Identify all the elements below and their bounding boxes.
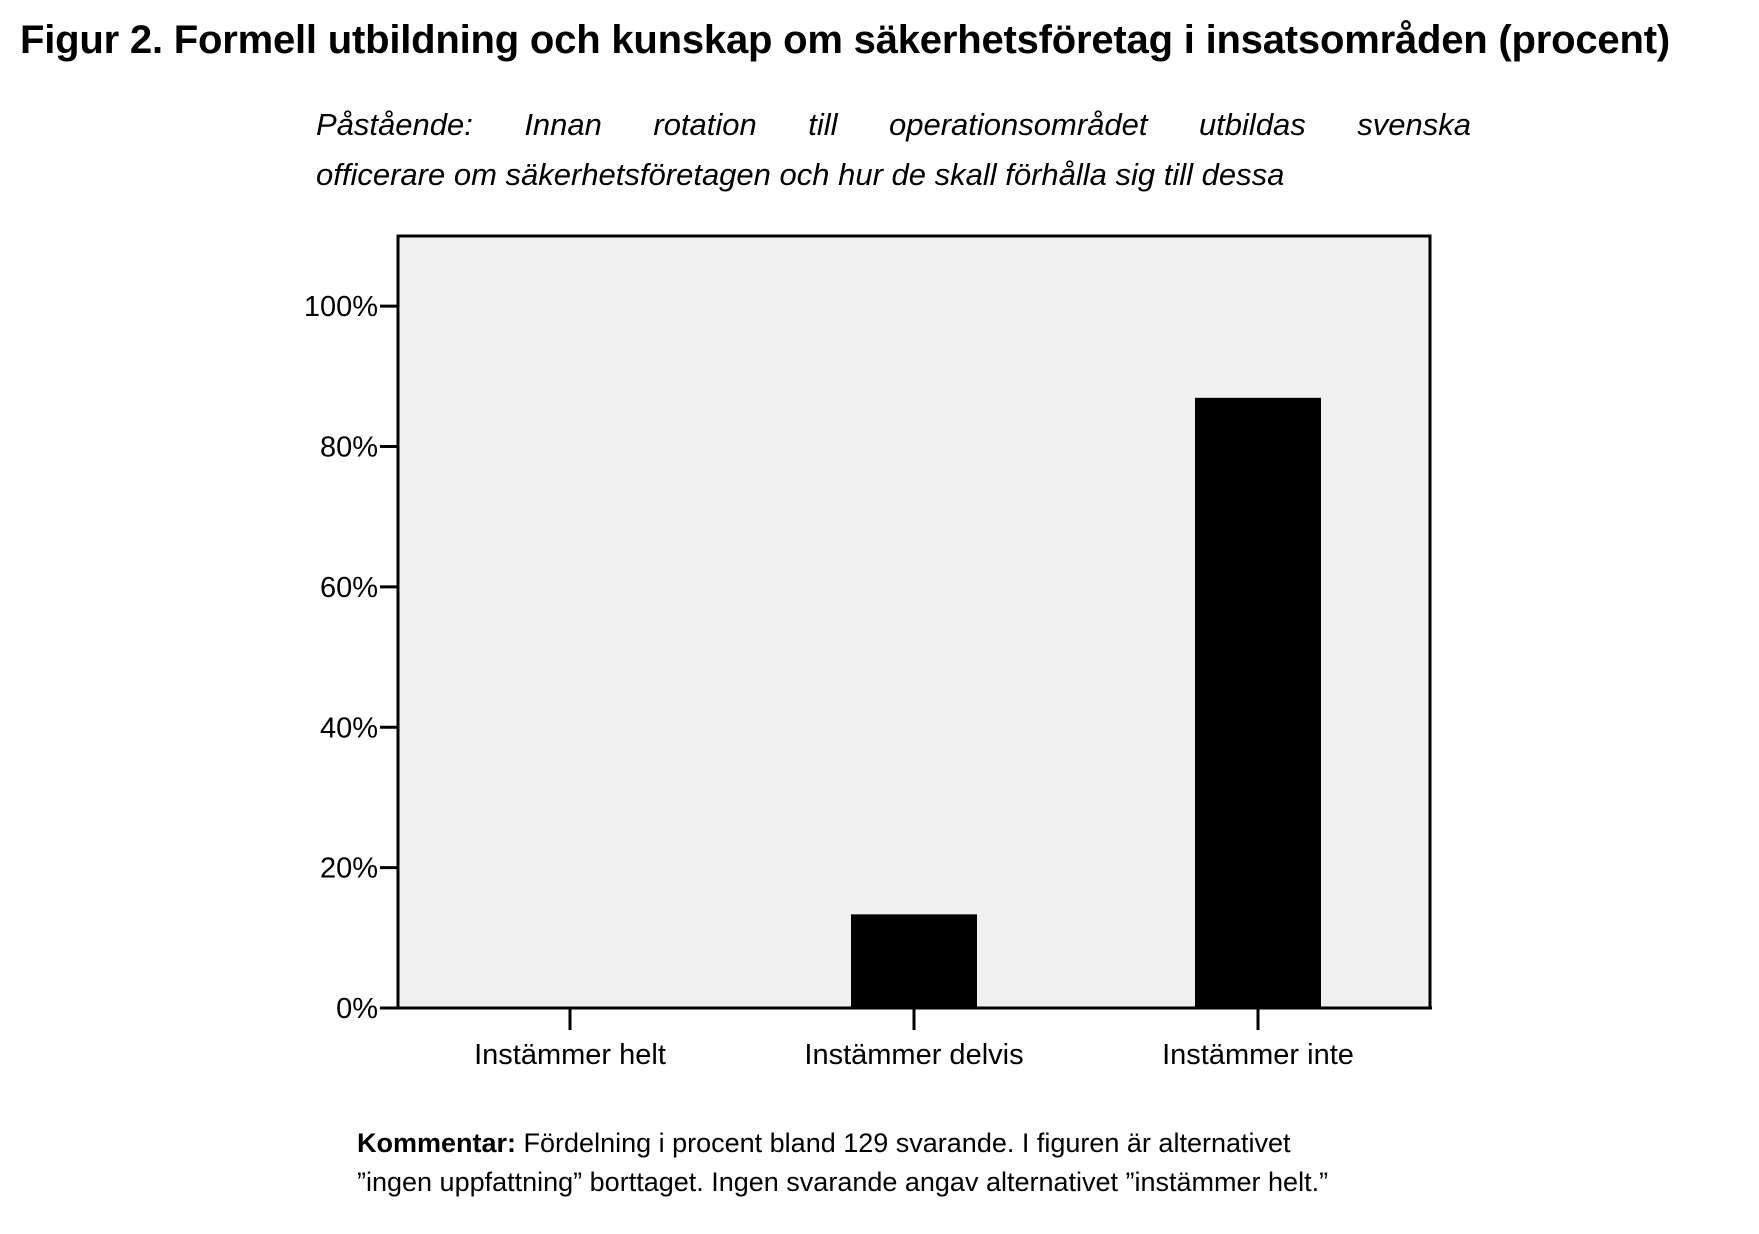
comment xyxy=(357,1124,1457,1202)
statement-line-1: Påstående: Innan rotation till operationsområdet utbildas svenska xyxy=(316,107,1471,142)
y-tick-label: 60% xyxy=(319,571,378,604)
y-tick-label: 100% xyxy=(303,291,378,324)
x-tick-label: Instämmer inte xyxy=(1162,1039,1354,1071)
x-axis-ticks xyxy=(474,1008,1354,1071)
bar-2 xyxy=(852,915,976,1008)
y-tick-label: 40% xyxy=(319,712,378,745)
comment-label: Kommentar: xyxy=(357,1128,517,1158)
bar-3 xyxy=(1196,399,1320,1008)
x-tick-label: Instämmer delvis xyxy=(804,1039,1024,1071)
y-tick-label: 0% xyxy=(336,993,378,1025)
figure-title: Figur 2. Formell utbildning och kunskap om säkerhetsföretag i insatsområden (procent) xyxy=(20,18,1670,62)
y-tick-label: 80% xyxy=(319,431,378,464)
statement-line-2: officerare om säkerhetsföretagen och hur de skall förhålla sig till dessa xyxy=(316,157,1285,192)
comment-line-2: ”ingen uppfattning” borttaget. Ingen svarande angav alternativet ”instämmer helt.” xyxy=(357,1167,1329,1197)
y-tick-label: 20% xyxy=(319,852,378,885)
comment-line-1 xyxy=(357,1124,1457,1163)
x-tick-label: Instämmer helt xyxy=(474,1039,666,1071)
y-axis-ticks xyxy=(304,291,398,1025)
comment-text-1: Fördelning i procent bland 129 svarande. I figuren är alternativet xyxy=(516,1128,1291,1158)
